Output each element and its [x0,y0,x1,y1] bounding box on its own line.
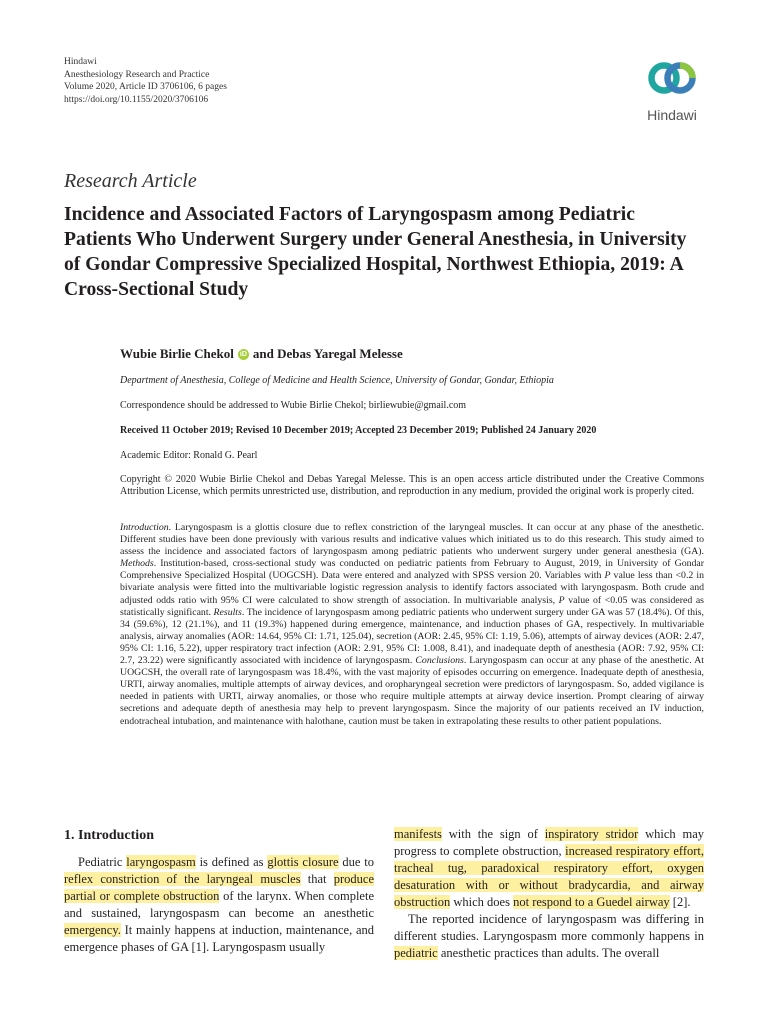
text-run: is defined as [195,855,268,869]
orcid-icon[interactable]: iD [239,350,247,358]
highlighted-text: inspiratory stridor [544,827,639,841]
journal-doi[interactable]: https://doi.org/10.1155/2020/3706106 [64,94,209,105]
abstract-methods-c: value of <0.05 was considered as statistically significant. [120,594,704,618]
highlighted-text: reflex constriction of the laryngeal muscles [64,872,301,886]
correspondence: Correspondence should be addressed to Wubie Birlie Chekol; birliewubie@gmail.com [120,400,467,411]
highlighted-text: produce partial or complete obstruction [64,872,374,903]
authors [120,346,403,362]
abstract-methods-label: Methods [120,558,154,570]
abstract-intro: . Laryngospasm is a glottis closure due to reflex constriction of the laryngeal muscles. It can occur at any phase of the anesthetic. Different studies have been done previously with various results and indicative values which initiated us to do this research. This study aimed to assess the incidence and associated factors of laryngospasm among pediatric patients who underwent surgery under general anesthesia (GA). [120,522,704,558]
logo-word: Hindawi [647,107,697,123]
abstract [120,522,704,728]
article-type: Research Article [64,170,197,192]
text-run: The reported incidence of laryngospasm was differing in different studies. Laryngospasm more commonly happens in [394,912,704,943]
affiliation: Department of Anesthesia, College of Medicine and Health Science, University of Gondar, Gondar, Ethiopia [120,375,554,386]
highlighted-text: manifests [394,827,442,841]
hindawi-logo [636,56,708,123]
journal-volume: Volume 2020, Article ID 3706106, 6 pages [64,82,227,92]
text-run: [2]. [669,895,691,909]
publication-dates: Received 11 October 2019; Revised 10 December 2019; Accepted 23 December 2019; Published 24 January 2020 [120,425,597,436]
abstract-results-label: Results [213,606,242,618]
intro-left-column [64,854,374,956]
journal-info [64,56,227,106]
text-run: that [300,872,334,886]
highlighted-text: increased respiratory effort, tracheal tug, paradoxical respiratory effort, oxygen desaturation with or without bradycardia, and airway obstruction [394,844,704,909]
hindawi-logo-icon [647,56,697,100]
intro-right-paragraph-1 [394,826,704,911]
article-title: Incidence and Associated Factors of Laryngospasm among Pediatric Patients Who Underwent Surgery under General Anesthesia, in University of Gondar Compressive Specialized Hospital, Northwest Ethiopia, 2019: A Cross-Sectional Study [64,204,687,300]
intro-right-column [394,826,704,962]
abstract-results: . The incidence of laryngospasm among pediatric patients who underwent surgery under GA was 57 (18.4%). Of this, 34 (59.6%), 12 (21.1%), and 11 (19.3%) happened during emergence, maintenance, and induction phases of GA, respectively. In multivariable analysis, airway anomalies (AOR: 14.64, 95% CI: 1.71, 125.04), secretion (AOR: 2.45, 95% CI: 1.19, 5.06), attempts of airway devices (AOR: 2.47, 95% CI: 1.16, 5.22), upper respiratory tract infection (AOR: 2.91, 95% CI: 1.008, 8.41), and inadequate depth of anesthesia (AOR: 7.92, 95% CI: 2.7, 23.22) were significantly associated with incidence of laryngospasm. [120,606,704,667]
text-run: of the larynx. When complete and sustained, laryngospasm can become an anesthetic [64,889,374,920]
copyright-notice: Copyright © 2020 Wubie Birlie Chekol and Debas Yaregal Melesse. This is an open access article distributed under the Creative Commons Attribution License, which permits unrestricted use, distribution, and reproduction in any medium, provided the original work is properly cited. [120,474,704,498]
abstract-methods-b: value less than <0.2 in bivariate analysis were fitted into the multivariable logistic regression analysis to identify factors associated with laryngospasm. Both crude and adjusted odds ratio with 95% CI were calculated to show strength of association. In multivariable analysis, [120,570,704,606]
abstract-p-value-symbol: P [604,570,611,582]
author-first[interactable]: Wubie Birlie Chekol [120,346,234,361]
author-rest: and Debas Yaregal Melesse [252,346,403,361]
text-run: due to [338,855,374,869]
highlighted-text: pediatric [394,946,438,960]
academic-editor: Academic Editor: Ronald G. Pearl [120,450,258,461]
journal-name: Anesthesiology Research and Practice [64,69,210,80]
highlighted-text: not respond to a Guedel airway [513,895,670,909]
text-run: with the sign of [441,827,545,841]
highlighted-text: glottis closure [267,855,339,869]
abstract-methods-a: . Institution-based, cross-sectional study was conducted on pediatric patients from February to August, 2019, in University of Gondar Comprehensive Specialized Hospital (UOGCSH). Data were entered and analyzed with SPSS version 20. Variables with [120,558,704,582]
highlighted-text: emergency. [64,923,121,937]
text-run: anesthetic practices than adults. The overall [437,946,660,960]
intro-right-paragraph-2 [394,911,704,962]
abstract-intro-label: Introduction [120,522,169,533]
journal-publisher: Hindawi [64,57,97,67]
abstract-conclusions: . Laryngospasm can occur at any phase of the anesthetic. At UOGCSH, the overall rate of laryngospasm was 18.4%, with the vast majority of episodes occurring on emergence. Inadequate depth of anesthesia, URTI, airway anomalies, multiple attempts of airway devices, and oropharyngeal secretion were predictors of laryngospasm. So, added vigilance is needed in patients with URTI, airway anomalies, or those who require multiple attempts at airway device insertion. Prompt clearing of airway secretions and adequate depth of anesthesia may help to prevent laryngospasm. Since the majority of our patients received an IV induction, endotracheal intubation, and maintenance with halothane, caution must be taken in extrapolating these results to other patient populations. [120,655,705,727]
text-run: Pediatric [78,855,127,869]
section-heading-introduction: 1. Introduction [64,828,154,843]
text-run: which does [450,895,514,909]
text-run: It mainly happens at induction, maintenance, and emergence phases of GA [1]. Laryngospasm usually [64,923,374,954]
highlighted-text: laryngospasm [126,855,196,869]
abstract-p-value-symbol: P [558,594,565,606]
abstract-conclusions-label: Conclusions [415,655,464,667]
text-run: which may progress to complete obstruction, [394,827,704,858]
